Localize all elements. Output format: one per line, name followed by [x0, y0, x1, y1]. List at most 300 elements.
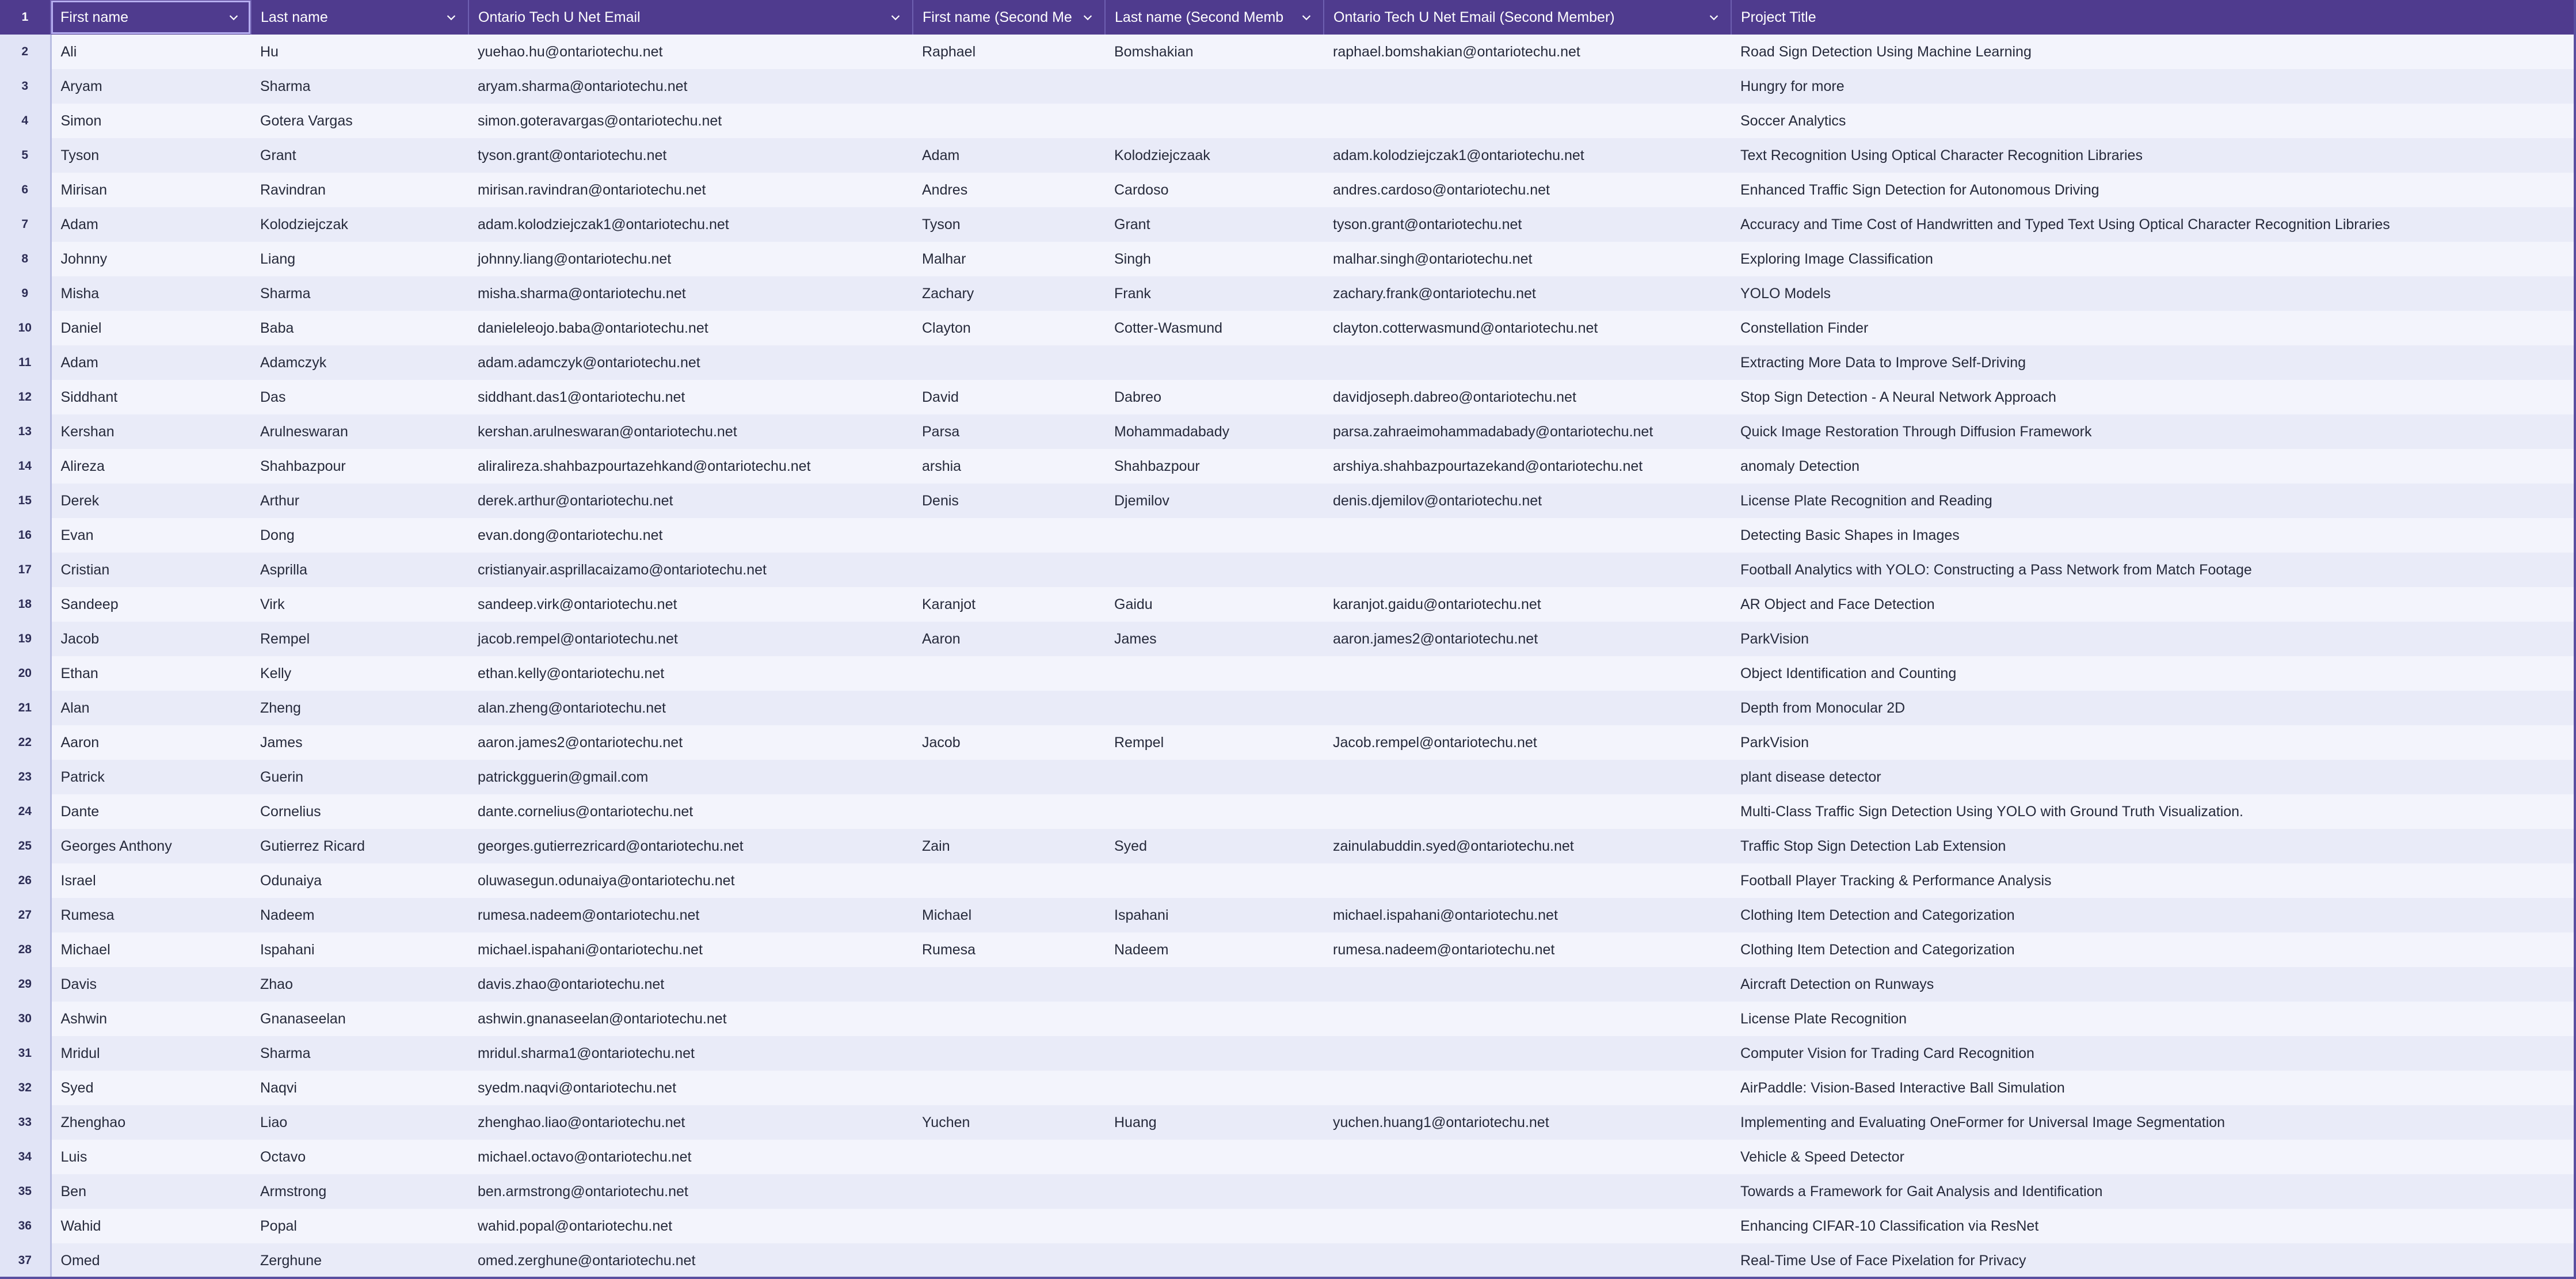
cell-last-name[interactable]: Gutierrez Ricard: [251, 829, 468, 863]
cell-first-name[interactable]: Cristian: [51, 553, 251, 587]
row-number[interactable]: 5: [0, 138, 51, 173]
cell-project-title[interactable]: Depth from Monocular 2D: [1731, 691, 2576, 725]
row-number[interactable]: 9: [0, 276, 51, 311]
cell-first-name[interactable]: Zhenghao: [51, 1105, 251, 1140]
cell-project-title[interactable]: YOLO Models: [1731, 276, 2576, 311]
cell-email[interactable]: aliralireza.shahbazpourtazehkand@ontariotechu.net: [468, 449, 913, 484]
cell-second-first-name[interactable]: Adam: [913, 138, 1105, 173]
cell-project-title[interactable]: Enhanced Traffic Sign Detection for Autonomous Driving: [1731, 173, 2576, 207]
cell-second-last-name[interactable]: Cotter-Wasmund: [1105, 311, 1324, 345]
row-number[interactable]: 22: [0, 725, 51, 760]
chevron-down-icon[interactable]: [1081, 11, 1094, 24]
cell-second-first-name[interactable]: Jacob: [913, 725, 1105, 760]
cell-email[interactable]: siddhant.das1@ontariotechu.net: [468, 380, 913, 414]
cell-second-email[interactable]: zachary.frank@ontariotechu.net: [1324, 276, 1731, 311]
cell-last-name[interactable]: Adamczyk: [251, 345, 468, 380]
cell-last-name[interactable]: Sharma: [251, 1036, 468, 1071]
cell-last-name[interactable]: Rempel: [251, 622, 468, 656]
cell-email[interactable]: davis.zhao@ontariotechu.net: [468, 967, 913, 1002]
cell-project-title[interactable]: anomaly Detection: [1731, 449, 2576, 484]
cell-last-name[interactable]: Zerghune: [251, 1243, 468, 1278]
cell-second-last-name[interactable]: Cardoso: [1105, 173, 1324, 207]
cell-email[interactable]: michael.octavo@ontariotechu.net: [468, 1140, 913, 1174]
cell-last-name[interactable]: Baba: [251, 311, 468, 345]
cell-second-first-name[interactable]: Raphael: [913, 35, 1105, 69]
cell-second-first-name[interactable]: [913, 1243, 1105, 1278]
cell-project-title[interactable]: AR Object and Face Detection: [1731, 587, 2576, 622]
cell-second-last-name[interactable]: [1105, 1174, 1324, 1209]
cell-first-name[interactable]: Johnny: [51, 242, 251, 276]
cell-second-email[interactable]: andres.cardoso@ontariotechu.net: [1324, 173, 1731, 207]
cell-email[interactable]: georges.gutierrezricard@ontariotechu.net: [468, 829, 913, 863]
cell-project-title[interactable]: Enhancing CIFAR-10 Classification via ResNet: [1731, 1209, 2576, 1243]
cell-second-last-name[interactable]: [1105, 69, 1324, 104]
cell-last-name[interactable]: Cornelius: [251, 794, 468, 829]
cell-project-title[interactable]: Computer Vision for Trading Card Recognition: [1731, 1036, 2576, 1071]
cell-project-title[interactable]: Vehicle & Speed Detector: [1731, 1140, 2576, 1174]
cell-second-email[interactable]: [1324, 863, 1731, 898]
cell-first-name[interactable]: Luis: [51, 1140, 251, 1174]
cell-first-name[interactable]: Michael: [51, 932, 251, 967]
cell-email[interactable]: alan.zheng@ontariotechu.net: [468, 691, 913, 725]
cell-second-email[interactable]: [1324, 345, 1731, 380]
cell-second-last-name[interactable]: Kolodziejczaak: [1105, 138, 1324, 173]
cell-last-name[interactable]: Guerin: [251, 760, 468, 794]
cell-second-first-name[interactable]: Andres: [913, 173, 1105, 207]
column-header-second-email[interactable]: [1324, 0, 1731, 35]
cell-second-first-name[interactable]: [913, 967, 1105, 1002]
chevron-down-icon[interactable]: [1300, 11, 1313, 24]
cell-last-name[interactable]: Arulneswaran: [251, 414, 468, 449]
cell-project-title[interactable]: ParkVision: [1731, 622, 2576, 656]
cell-second-email[interactable]: parsa.zahraeimohammadabady@ontariotechu.net: [1324, 414, 1731, 449]
cell-first-name[interactable]: Kershan: [51, 414, 251, 449]
cell-email[interactable]: wahid.popal@ontariotechu.net: [468, 1209, 913, 1243]
cell-first-name[interactable]: Patrick: [51, 760, 251, 794]
cell-second-last-name[interactable]: Syed: [1105, 829, 1324, 863]
row-number[interactable]: 19: [0, 622, 51, 656]
row-number[interactable]: 34: [0, 1140, 51, 1174]
cell-second-first-name[interactable]: [913, 1036, 1105, 1071]
cell-second-email[interactable]: [1324, 656, 1731, 691]
cell-first-name[interactable]: Syed: [51, 1071, 251, 1105]
cell-last-name[interactable]: Ispahani: [251, 932, 468, 967]
cell-second-first-name[interactable]: [913, 1174, 1105, 1209]
cell-last-name[interactable]: Asprilla: [251, 553, 468, 587]
cell-last-name[interactable]: Zheng: [251, 691, 468, 725]
cell-second-last-name[interactable]: [1105, 691, 1324, 725]
cell-first-name[interactable]: Wahid: [51, 1209, 251, 1243]
row-number[interactable]: 18: [0, 587, 51, 622]
cell-email[interactable]: kershan.arulneswaran@ontariotechu.net: [468, 414, 913, 449]
cell-last-name[interactable]: James: [251, 725, 468, 760]
cell-first-name[interactable]: Adam: [51, 345, 251, 380]
cell-project-title[interactable]: Text Recognition Using Optical Character Recognition Libraries: [1731, 138, 2576, 173]
cell-second-last-name[interactable]: Nadeem: [1105, 932, 1324, 967]
cell-second-email[interactable]: michael.ispahani@ontariotechu.net: [1324, 898, 1731, 932]
cell-project-title[interactable]: Traffic Stop Sign Detection Lab Extension: [1731, 829, 2576, 863]
cell-project-title[interactable]: AirPaddle: Vision-Based Interactive Ball Simulation: [1731, 1071, 2576, 1105]
cell-project-title[interactable]: Accuracy and Time Cost of Handwritten and Typed Text Using Optical Character Recognition Libraries: [1731, 207, 2576, 242]
cell-second-email[interactable]: arshiya.shahbazpourtazekand@ontariotechu.net: [1324, 449, 1731, 484]
cell-last-name[interactable]: Kelly: [251, 656, 468, 691]
cell-last-name[interactable]: Naqvi: [251, 1071, 468, 1105]
cell-project-title[interactable]: Quick Image Restoration Through Diffusion Framework: [1731, 414, 2576, 449]
cell-second-last-name[interactable]: [1105, 1243, 1324, 1278]
cell-second-email[interactable]: [1324, 1243, 1731, 1278]
cell-second-email[interactable]: rumesa.nadeem@ontariotechu.net: [1324, 932, 1731, 967]
cell-first-name[interactable]: Aaron: [51, 725, 251, 760]
chevron-down-icon[interactable]: [445, 11, 458, 24]
cell-second-last-name[interactable]: Bomshakian: [1105, 35, 1324, 69]
cell-second-last-name[interactable]: Singh: [1105, 242, 1324, 276]
cell-last-name[interactable]: Ravindran: [251, 173, 468, 207]
cell-first-name[interactable]: Israel: [51, 863, 251, 898]
cell-project-title[interactable]: License Plate Recognition and Reading: [1731, 484, 2576, 518]
cell-first-name[interactable]: Sandeep: [51, 587, 251, 622]
cell-email[interactable]: misha.sharma@ontariotechu.net: [468, 276, 913, 311]
cell-second-first-name[interactable]: Denis: [913, 484, 1105, 518]
cell-project-title[interactable]: Detecting Basic Shapes in Images: [1731, 518, 2576, 553]
cell-last-name[interactable]: Popal: [251, 1209, 468, 1243]
cell-email[interactable]: simon.goteravargas@ontariotechu.net: [468, 104, 913, 138]
cell-second-last-name[interactable]: [1105, 863, 1324, 898]
cell-email[interactable]: jacob.rempel@ontariotechu.net: [468, 622, 913, 656]
cell-second-first-name[interactable]: [913, 1071, 1105, 1105]
cell-second-email[interactable]: denis.djemilov@ontariotechu.net: [1324, 484, 1731, 518]
cell-last-name[interactable]: Hu: [251, 35, 468, 69]
cell-second-last-name[interactable]: [1105, 1036, 1324, 1071]
cell-second-last-name[interactable]: [1105, 345, 1324, 380]
cell-project-title[interactable]: Football Player Tracking & Performance Analysis: [1731, 863, 2576, 898]
row-number[interactable]: 28: [0, 932, 51, 967]
row-number[interactable]: 2: [0, 35, 51, 69]
cell-email[interactable]: ashwin.gnanaseelan@ontariotechu.net: [468, 1002, 913, 1036]
cell-last-name[interactable]: Liao: [251, 1105, 468, 1140]
cell-email[interactable]: evan.dong@ontariotechu.net: [468, 518, 913, 553]
cell-second-last-name[interactable]: [1105, 553, 1324, 587]
cell-second-first-name[interactable]: Aaron: [913, 622, 1105, 656]
cell-second-last-name[interactable]: Huang: [1105, 1105, 1324, 1140]
cell-project-title[interactable]: ParkVision: [1731, 725, 2576, 760]
cell-email[interactable]: tyson.grant@ontariotechu.net: [468, 138, 913, 173]
row-number[interactable]: 7: [0, 207, 51, 242]
cell-second-email[interactable]: [1324, 794, 1731, 829]
cell-email[interactable]: adam.kolodziejczak1@ontariotechu.net: [468, 207, 913, 242]
cell-first-name[interactable]: Evan: [51, 518, 251, 553]
cell-email[interactable]: johnny.liang@ontariotechu.net: [468, 242, 913, 276]
row-number[interactable]: 32: [0, 1071, 51, 1105]
cell-second-email[interactable]: [1324, 1036, 1731, 1071]
cell-second-last-name[interactable]: [1105, 1140, 1324, 1174]
cell-first-name[interactable]: Daniel: [51, 311, 251, 345]
cell-last-name[interactable]: Octavo: [251, 1140, 468, 1174]
row-number[interactable]: 14: [0, 449, 51, 484]
cell-second-first-name[interactable]: [913, 518, 1105, 553]
cell-email[interactable]: yuehao.hu@ontariotechu.net: [468, 35, 913, 69]
cell-second-last-name[interactable]: Djemilov: [1105, 484, 1324, 518]
cell-last-name[interactable]: Nadeem: [251, 898, 468, 932]
row-number[interactable]: 35: [0, 1174, 51, 1209]
cell-second-email[interactable]: [1324, 553, 1731, 587]
cell-second-last-name[interactable]: [1105, 967, 1324, 1002]
cell-project-title[interactable]: Object Identification and Counting: [1731, 656, 2576, 691]
cell-second-first-name[interactable]: [913, 104, 1105, 138]
cell-second-first-name[interactable]: Tyson: [913, 207, 1105, 242]
cell-last-name[interactable]: Sharma: [251, 69, 468, 104]
cell-email[interactable]: patrickgguerin@gmail.com: [468, 760, 913, 794]
cell-last-name[interactable]: Odunaiya: [251, 863, 468, 898]
cell-second-first-name[interactable]: [913, 691, 1105, 725]
cell-project-title[interactable]: Implementing and Evaluating OneFormer for Universal Image Segmentation: [1731, 1105, 2576, 1140]
cell-second-first-name[interactable]: Parsa: [913, 414, 1105, 449]
cell-last-name[interactable]: Zhao: [251, 967, 468, 1002]
cell-email[interactable]: ben.armstrong@ontariotechu.net: [468, 1174, 913, 1209]
cell-last-name[interactable]: Sharma: [251, 276, 468, 311]
cell-last-name[interactable]: Dong: [251, 518, 468, 553]
row-number[interactable]: 4: [0, 104, 51, 138]
cell-last-name[interactable]: Grant: [251, 138, 468, 173]
cell-second-email[interactable]: [1324, 1174, 1731, 1209]
cell-email[interactable]: mridul.sharma1@ontariotechu.net: [468, 1036, 913, 1071]
row-number[interactable]: 3: [0, 69, 51, 104]
cell-email[interactable]: sandeep.virk@ontariotechu.net: [468, 587, 913, 622]
row-number[interactable]: 20: [0, 656, 51, 691]
cell-project-title[interactable]: Football Analytics with YOLO: Constructing a Pass Network from Match Footage: [1731, 553, 2576, 587]
row-number[interactable]: 21: [0, 691, 51, 725]
cell-second-email[interactable]: raphael.bomshakian@ontariotechu.net: [1324, 35, 1731, 69]
row-number[interactable]: 23: [0, 760, 51, 794]
cell-email[interactable]: cristianyair.asprillacaizamo@ontariotechu.net: [468, 553, 913, 587]
cell-second-first-name[interactable]: [913, 1209, 1105, 1243]
cell-second-first-name[interactable]: [913, 794, 1105, 829]
cell-second-first-name[interactable]: Michael: [913, 898, 1105, 932]
cell-second-email[interactable]: malhar.singh@ontariotechu.net: [1324, 242, 1731, 276]
cell-email[interactable]: oluwasegun.odunaiya@ontariotechu.net: [468, 863, 913, 898]
cell-second-first-name[interactable]: David: [913, 380, 1105, 414]
row-number[interactable]: 10: [0, 311, 51, 345]
cell-project-title[interactable]: Towards a Framework for Gait Analysis and Identification: [1731, 1174, 2576, 1209]
row-number[interactable]: 11: [0, 345, 51, 380]
cell-second-last-name[interactable]: Dabreo: [1105, 380, 1324, 414]
cell-second-email[interactable]: Jacob.rempel@ontariotechu.net: [1324, 725, 1731, 760]
cell-second-first-name[interactable]: [913, 1002, 1105, 1036]
cell-first-name[interactable]: Ben: [51, 1174, 251, 1209]
cell-project-title[interactable]: Stop Sign Detection - A Neural Network Approach: [1731, 380, 2576, 414]
cell-second-email[interactable]: [1324, 1002, 1731, 1036]
cell-email[interactable]: aaron.james2@ontariotechu.net: [468, 725, 913, 760]
column-header-second-last-name[interactable]: [1105, 0, 1324, 35]
cell-first-name[interactable]: Simon: [51, 104, 251, 138]
cell-second-last-name[interactable]: Ispahani: [1105, 898, 1324, 932]
cell-email[interactable]: adam.adamczyk@ontariotechu.net: [468, 345, 913, 380]
row-number[interactable]: 30: [0, 1002, 51, 1036]
cell-second-email[interactable]: [1324, 967, 1731, 1002]
cell-second-first-name[interactable]: Zachary: [913, 276, 1105, 311]
cell-project-title[interactable]: Clothing Item Detection and Categorization: [1731, 932, 2576, 967]
cell-second-email[interactable]: zainulabuddin.syed@ontariotechu.net: [1324, 829, 1731, 863]
cell-email[interactable]: dante.cornelius@ontariotechu.net: [468, 794, 913, 829]
cell-second-last-name[interactable]: [1105, 1002, 1324, 1036]
cell-last-name[interactable]: Armstrong: [251, 1174, 468, 1209]
cell-second-email[interactable]: davidjoseph.dabreo@ontariotechu.net: [1324, 380, 1731, 414]
chevron-down-icon[interactable]: [889, 11, 902, 24]
cell-second-last-name[interactable]: [1105, 518, 1324, 553]
cell-second-last-name[interactable]: James: [1105, 622, 1324, 656]
cell-first-name[interactable]: Georges Anthony: [51, 829, 251, 863]
row-number[interactable]: 16: [0, 518, 51, 553]
cell-email[interactable]: omed.zerghune@ontariotechu.net: [468, 1243, 913, 1278]
row-number[interactable]: 25: [0, 829, 51, 863]
row-number[interactable]: 15: [0, 484, 51, 518]
cell-first-name[interactable]: Misha: [51, 276, 251, 311]
cell-second-first-name[interactable]: [913, 656, 1105, 691]
cell-second-email[interactable]: [1324, 1071, 1731, 1105]
cell-first-name[interactable]: Rumesa: [51, 898, 251, 932]
cell-email[interactable]: michael.ispahani@ontariotechu.net: [468, 932, 913, 967]
cell-first-name[interactable]: Tyson: [51, 138, 251, 173]
cell-second-email[interactable]: tyson.grant@ontariotechu.net: [1324, 207, 1731, 242]
cell-project-title[interactable]: License Plate Recognition: [1731, 1002, 2576, 1036]
cell-second-first-name[interactable]: Clayton: [913, 311, 1105, 345]
cell-second-first-name[interactable]: Malhar: [913, 242, 1105, 276]
cell-second-first-name[interactable]: [913, 760, 1105, 794]
row-number[interactable]: 27: [0, 898, 51, 932]
cell-second-last-name[interactable]: [1105, 1071, 1324, 1105]
row-number[interactable]: 26: [0, 863, 51, 898]
cell-second-email[interactable]: [1324, 760, 1731, 794]
row-number[interactable]: 36: [0, 1209, 51, 1243]
cell-second-last-name[interactable]: [1105, 794, 1324, 829]
cell-second-email[interactable]: [1324, 69, 1731, 104]
cell-first-name[interactable]: Derek: [51, 484, 251, 518]
cell-second-first-name[interactable]: [913, 863, 1105, 898]
cell-first-name[interactable]: Siddhant: [51, 380, 251, 414]
cell-last-name[interactable]: Gotera Vargas: [251, 104, 468, 138]
cell-last-name[interactable]: Arthur: [251, 484, 468, 518]
cell-email[interactable]: rumesa.nadeem@ontariotechu.net: [468, 898, 913, 932]
cell-first-name[interactable]: Davis: [51, 967, 251, 1002]
cell-first-name[interactable]: Mirisan: [51, 173, 251, 207]
cell-first-name[interactable]: Alireza: [51, 449, 251, 484]
cell-project-title[interactable]: Soccer Analytics: [1731, 104, 2576, 138]
cell-second-first-name[interactable]: Zain: [913, 829, 1105, 863]
cell-last-name[interactable]: Kolodziejczak: [251, 207, 468, 242]
chevron-down-icon[interactable]: [227, 11, 240, 24]
row-number[interactable]: 17: [0, 553, 51, 587]
row-number[interactable]: 31: [0, 1036, 51, 1071]
cell-second-email[interactable]: [1324, 104, 1731, 138]
cell-second-email[interactable]: [1324, 1140, 1731, 1174]
cell-last-name[interactable]: Gnanaseelan: [251, 1002, 468, 1036]
cell-email[interactable]: zhenghao.liao@ontariotechu.net: [468, 1105, 913, 1140]
cell-second-email[interactable]: [1324, 691, 1731, 725]
cell-project-title[interactable]: Exploring Image Classification: [1731, 242, 2576, 276]
cell-last-name[interactable]: Liang: [251, 242, 468, 276]
cell-second-first-name[interactable]: [913, 553, 1105, 587]
cell-project-title[interactable]: Clothing Item Detection and Categorization: [1731, 898, 2576, 932]
column-header-project-title[interactable]: [1731, 0, 2576, 35]
cell-second-last-name[interactable]: Frank: [1105, 276, 1324, 311]
cell-first-name[interactable]: Aryam: [51, 69, 251, 104]
row-number[interactable]: 13: [0, 414, 51, 449]
row-number[interactable]: 37: [0, 1243, 51, 1278]
cell-email[interactable]: mirisan.ravindran@ontariotechu.net: [468, 173, 913, 207]
cell-project-title[interactable]: Aircraft Detection on Runways: [1731, 967, 2576, 1002]
row-number[interactable]: 29: [0, 967, 51, 1002]
cell-second-first-name[interactable]: [913, 1140, 1105, 1174]
cell-second-last-name[interactable]: [1105, 760, 1324, 794]
cell-second-last-name[interactable]: [1105, 1209, 1324, 1243]
cell-project-title[interactable]: Hungry for more: [1731, 69, 2576, 104]
cell-second-email[interactable]: clayton.cotterwasmund@ontariotechu.net: [1324, 311, 1731, 345]
cell-first-name[interactable]: Adam: [51, 207, 251, 242]
cell-second-last-name[interactable]: [1105, 104, 1324, 138]
cell-last-name[interactable]: Shahbazpour: [251, 449, 468, 484]
cell-second-last-name[interactable]: Gaidu: [1105, 587, 1324, 622]
cell-second-first-name[interactable]: Rumesa: [913, 932, 1105, 967]
cell-project-title[interactable]: Multi-Class Traffic Sign Detection Using YOLO with Ground Truth Visualization.: [1731, 794, 2576, 829]
cell-email[interactable]: danieleleojo.baba@ontariotechu.net: [468, 311, 913, 345]
cell-first-name[interactable]: Dante: [51, 794, 251, 829]
cell-second-email[interactable]: aaron.james2@ontariotechu.net: [1324, 622, 1731, 656]
cell-first-name[interactable]: Jacob: [51, 622, 251, 656]
cell-second-email[interactable]: adam.kolodziejczak1@ontariotechu.net: [1324, 138, 1731, 173]
row-number[interactable]: 33: [0, 1105, 51, 1140]
column-header-second-first-name[interactable]: [913, 0, 1105, 35]
cell-first-name[interactable]: Ali: [51, 35, 251, 69]
cell-second-last-name[interactable]: Shahbazpour: [1105, 449, 1324, 484]
cell-second-last-name[interactable]: Rempel: [1105, 725, 1324, 760]
cell-last-name[interactable]: Virk: [251, 587, 468, 622]
cell-project-title[interactable]: Constellation Finder: [1731, 311, 2576, 345]
cell-second-first-name[interactable]: arshia: [913, 449, 1105, 484]
chevron-down-icon[interactable]: [1708, 11, 1720, 24]
cell-project-title[interactable]: Real-Time Use of Face Pixelation for Privacy: [1731, 1243, 2576, 1278]
row-number[interactable]: 6: [0, 173, 51, 207]
column-header-first-name[interactable]: [51, 0, 251, 35]
cell-last-name[interactable]: Das: [251, 380, 468, 414]
cell-first-name[interactable]: Mridul: [51, 1036, 251, 1071]
cell-first-name[interactable]: Alan: [51, 691, 251, 725]
column-header-last-name[interactable]: [251, 0, 468, 35]
cell-first-name[interactable]: Ashwin: [51, 1002, 251, 1036]
cell-second-email[interactable]: karanjot.gaidu@ontariotechu.net: [1324, 587, 1731, 622]
column-header-email[interactable]: [468, 0, 913, 35]
cell-first-name[interactable]: Ethan: [51, 656, 251, 691]
cell-second-email[interactable]: [1324, 1209, 1731, 1243]
cell-project-title[interactable]: Road Sign Detection Using Machine Learning: [1731, 35, 2576, 69]
cell-project-title[interactable]: Extracting More Data to Improve Self-Driving: [1731, 345, 2576, 380]
cell-email[interactable]: derek.arthur@ontariotechu.net: [468, 484, 913, 518]
cell-second-email[interactable]: yuchen.huang1@ontariotechu.net: [1324, 1105, 1731, 1140]
cell-email[interactable]: syedm.naqvi@ontariotechu.net: [468, 1071, 913, 1105]
cell-second-first-name[interactable]: Karanjot: [913, 587, 1105, 622]
cell-second-first-name[interactable]: [913, 345, 1105, 380]
cell-first-name[interactable]: Omed: [51, 1243, 251, 1278]
cell-second-last-name[interactable]: Grant: [1105, 207, 1324, 242]
row-number[interactable]: 12: [0, 380, 51, 414]
cell-second-last-name[interactable]: Mohammadabady: [1105, 414, 1324, 449]
cell-second-first-name[interactable]: Yuchen: [913, 1105, 1105, 1140]
row-number[interactable]: 8: [0, 242, 51, 276]
cell-email[interactable]: ethan.kelly@ontariotechu.net: [468, 656, 913, 691]
cell-second-last-name[interactable]: [1105, 656, 1324, 691]
row-number[interactable]: 24: [0, 794, 51, 829]
cell-email[interactable]: aryam.sharma@ontariotechu.net: [468, 69, 913, 104]
cell-second-email[interactable]: [1324, 518, 1731, 553]
cell-second-first-name[interactable]: [913, 69, 1105, 104]
